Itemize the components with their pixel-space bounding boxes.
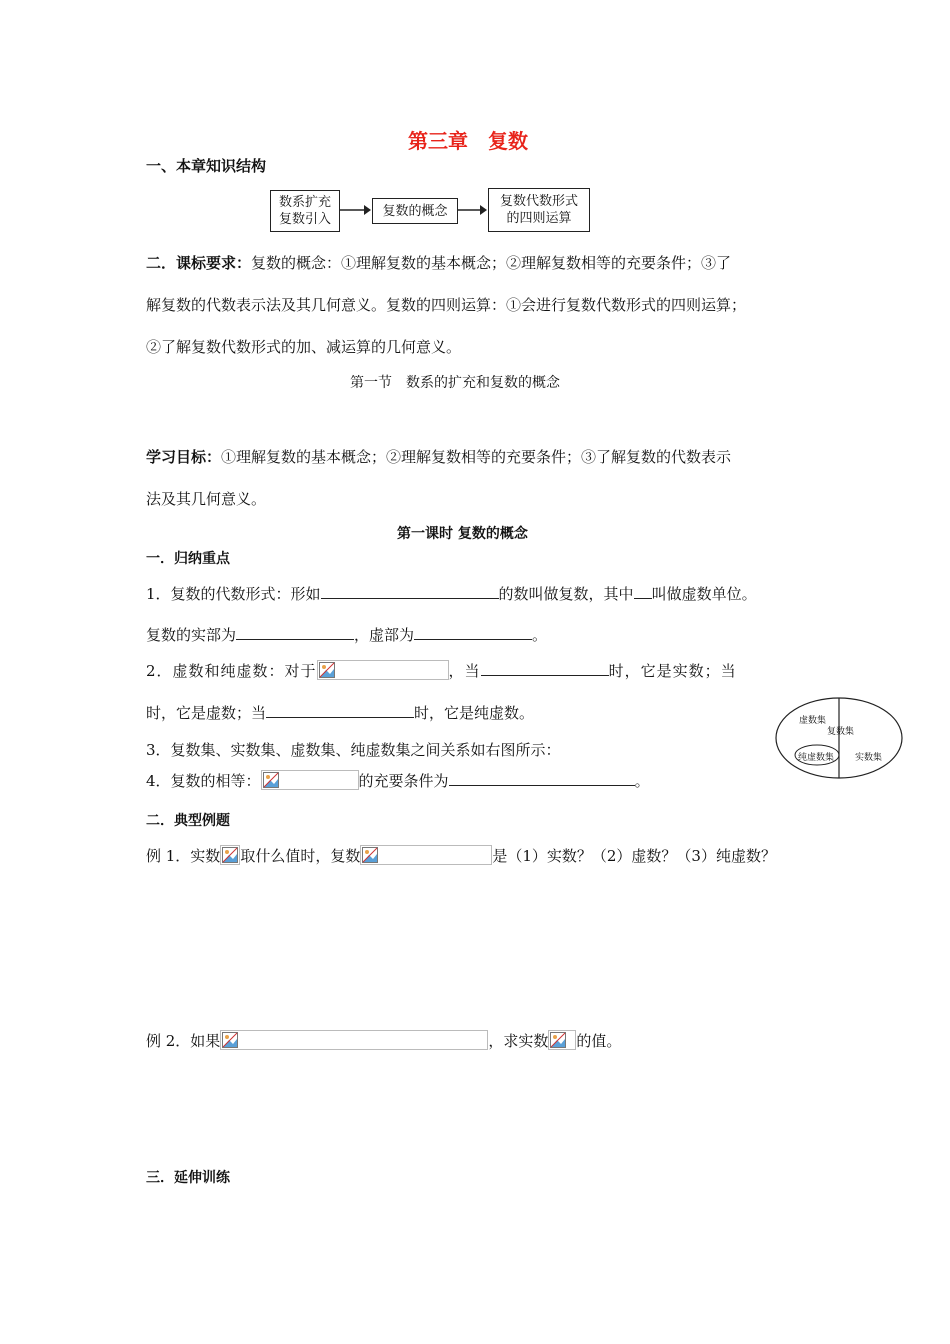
requirements-text-1: 复数的概念：①理解复数的基本概念；②理解复数相等的充要条件；③了	[251, 254, 732, 272]
chapter-title: 第三章 复数	[408, 129, 528, 153]
key-point-4-text-c: 。	[634, 772, 650, 790]
key-point-4-text-a: 4．复数的相等：	[146, 772, 261, 790]
blank-real-condition	[481, 661, 609, 676]
requirements-label: 二．课标要求：	[146, 254, 252, 272]
flow-box-operations-line1: 复数代数形式	[499, 194, 578, 209]
key-point-2-text-c: 时，它是实数；当	[608, 662, 737, 680]
formula-image-placeholder	[261, 770, 359, 790]
formula-image-placeholder	[220, 1030, 488, 1050]
goals-line2: 法及其几何意义。	[146, 490, 267, 508]
blank-equality-condition	[449, 771, 635, 786]
key-point-4-text-b: 的充要条件为	[358, 772, 449, 790]
key-point-1-text-e: ，虚部为	[354, 626, 415, 644]
key-point-1-text-d: 复数的实部为	[146, 626, 237, 644]
example-2-text-b: ，求实数	[488, 1032, 549, 1050]
requirements-line2: 解复数的代数表示法及其几何意义。复数的四则运算：①会进行复数代数形式的四则运算；	[146, 296, 747, 314]
formula-image-placeholder	[548, 1030, 576, 1050]
extension-heading: 三．延伸训练	[146, 1170, 230, 1186]
broken-image-icon	[362, 847, 378, 863]
key-point-2-text-a: 2．虚数和纯虚数：对于	[146, 662, 317, 680]
goals-line1	[146, 446, 731, 467]
key-point-2	[146, 660, 737, 681]
knowledge-structure-heading: 一、本章知识结构	[146, 157, 267, 175]
key-point-1-text-f: 。	[532, 626, 548, 644]
blank-imaginary-part	[414, 625, 532, 640]
blank-algebraic-form	[321, 584, 499, 599]
flow-box-operations	[488, 188, 590, 232]
flow-box-concept	[372, 198, 458, 224]
example-2-text-c: 的值。	[576, 1032, 622, 1050]
flow-box-extension-line2: 复数引入	[278, 212, 331, 227]
venn-pure-imaginary-label: 纯虚数集	[798, 753, 835, 763]
broken-image-icon	[263, 772, 279, 788]
goals-text-1: ①理解复数的基本概念；②理解复数相等的充要条件；③了解复数的代数表示	[221, 448, 732, 466]
key-point-3: 3．复数集、实数集、虚数集、纯虚数集之间关系如右图所示：	[146, 741, 561, 759]
flow-box-extension-line1: 数系扩充	[278, 195, 331, 210]
key-point-2-text-d: 时，它是虚数；当	[146, 704, 267, 722]
key-point-1-text-a: 1．复数的代数形式：形如	[146, 585, 321, 603]
key-points-heading: 一．归纳重点	[146, 551, 230, 567]
flow-arrow-2	[458, 200, 488, 220]
requirements-line3: ②了解复数代数形式的加、减运算的几何意义。	[146, 338, 462, 356]
formula-image-placeholder	[360, 845, 492, 865]
flow-box-concept-label: 复数的概念	[382, 203, 448, 219]
flow-box-extension	[270, 190, 340, 232]
broken-image-icon	[319, 662, 335, 678]
examples-heading: 二．典型例题	[146, 813, 230, 829]
formula-image-placeholder	[317, 660, 449, 680]
venn-complex-label: 复数集	[827, 727, 855, 737]
blank-real-part	[236, 625, 354, 640]
number-sets-venn-diagram	[773, 693, 905, 783]
broken-image-icon	[222, 1032, 238, 1048]
goals-label: 学习目标：	[146, 448, 222, 466]
formula-image-placeholder	[220, 845, 240, 865]
example-2	[146, 1030, 621, 1051]
example-1-text-c: 是（1）实数？（2）虚数？（3）纯虚数？	[492, 847, 776, 865]
requirements-line1	[146, 252, 731, 273]
key-point-2-cont	[146, 702, 534, 723]
broken-image-icon	[222, 847, 238, 863]
key-point-1-cont	[146, 624, 547, 645]
venn-real-label: 实数集	[855, 753, 883, 763]
flow-arrow-1	[340, 200, 372, 220]
example-1	[146, 845, 776, 866]
lesson-title: 第一课时 复数的概念	[397, 526, 528, 542]
example-2-text-a: 例 2．如果	[146, 1032, 221, 1050]
blank-imaginary-unit	[634, 584, 652, 599]
key-point-4	[146, 770, 650, 791]
example-1-text-b: 取什么值时，复数	[240, 847, 361, 865]
venn-imaginary-label: 虚数集	[799, 716, 827, 726]
flow-box-operations-line2: 的四则运算	[506, 211, 572, 226]
key-point-2-text-e: 时，它是纯虚数。	[414, 704, 535, 722]
blank-pure-imaginary-condition	[266, 703, 414, 718]
key-point-1-text-c: 叫做虚数单位。	[651, 585, 757, 603]
section-title: 第一节 数系的扩充和复数的概念	[350, 375, 560, 391]
example-1-text-a: 例 1．实数	[146, 847, 221, 865]
key-point-1	[146, 583, 757, 604]
key-point-1-text-b: 的数叫做复数，其中	[498, 585, 634, 603]
key-point-2-text-b: ，当	[448, 662, 481, 680]
venn-shapes	[773, 693, 905, 783]
broken-image-icon	[550, 1032, 566, 1048]
